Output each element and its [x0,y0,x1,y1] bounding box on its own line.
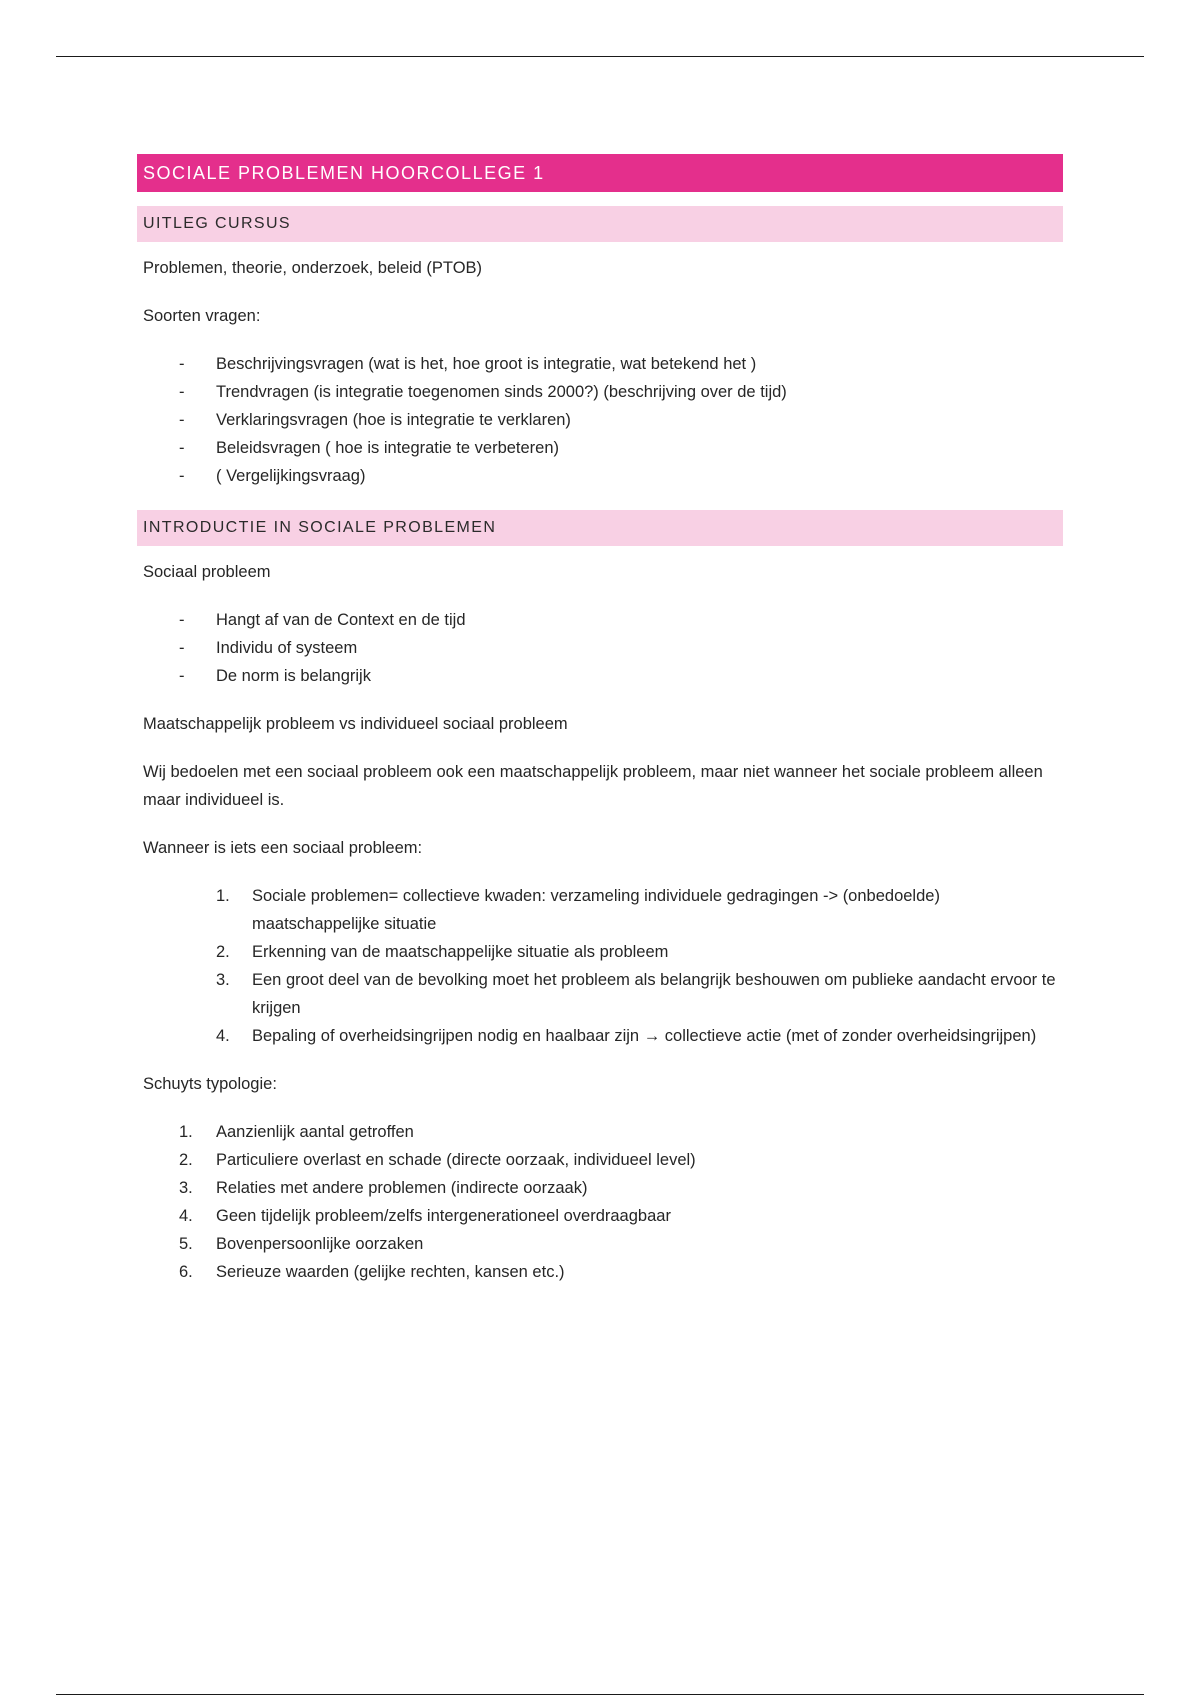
paragraph-ptob: Problemen, theorie, onderzoek, beleid (PTOB) [143,259,483,277]
list-item: 3. Relaties met andere problemen (indirecte oorzaak) [137,1174,1063,1202]
number-marker: 1. [179,1123,193,1141]
number-marker: 3. [179,1179,193,1197]
list-item: - Trendvragen (is integratie toegenomen sinds 2000?) (beschrijving over de tijd) [137,378,1063,406]
section-heading-uitleg-cursus: UITLEG CURSUS [137,206,1063,242]
list-item: 4. Geen tijdelijk probleem/zelfs intergenerationeel overdraagbaar [137,1202,1063,1230]
section-heading-introductie: INTRODUCTIE IN SOCIALE PROBLEMEN [137,510,1063,546]
dash-marker: - [179,611,185,629]
list-wanneer-sociaal-probleem [137,882,1063,1050]
number-marker: 4. [179,1207,193,1225]
list-item: - Beleidsvragen ( hoe is integratie te verbeteren) [137,434,1063,462]
list-item: 3. Een groot deel van de bevolking moet het probleem als belangrijk beshouwen om publieke aandacht ervoor te krijgen [137,966,1063,1022]
number-marker: 2. [179,1151,193,1169]
list-item: 6. Serieuze waarden (gelijke rechten, kansen etc.) [137,1258,1063,1286]
list-item: 4. Bepaling of overheidsingrijpen nodig en haalbaar zijn → collectieve actie (met of zonder overheidsingrijpen) [137,1022,1063,1050]
paragraph-sociaal-probleem: Sociaal probleem [143,563,271,581]
list-schuyts-typologie [137,1118,1063,1286]
number-marker: 2. [216,943,230,961]
dash-marker: - [179,383,185,401]
list-item: 1. Aanzienlijk aantal getroffen [137,1118,1063,1146]
dash-marker: - [179,411,185,429]
list-item: - Beschrijvingsvragen (wat is het, hoe groot is integratie, wat betekend het ) [137,350,1063,378]
list-item: - Verklaringsvragen (hoe is integratie te verklaren) [137,406,1063,434]
number-marker: 5. [179,1235,193,1253]
document-title: SOCIALE PROBLEMEN HOORCOLLEGE 1 [137,154,1063,192]
list-item: - De norm is belangrijk [137,662,1063,690]
dash-marker: - [179,639,185,657]
paragraph-definitie: Wij bedoelen met een sociaal probleem ook een maatschappelijk probleem, maar niet wanneer het sociale probleem alleen maar individueel is. [143,763,1043,809]
list-sociaal-probleem [137,606,1063,690]
paragraph-schuyts-typologie: Schuyts typologie: [143,1075,277,1093]
number-marker: 4. [216,1027,230,1045]
number-marker: 6. [179,1263,193,1281]
list-item: - Hangt af van de Context en de tijd [137,606,1063,634]
list-item: 2. Particuliere overlast en schade (directe oorzaak, individueel level) [137,1146,1063,1174]
paragraph-wanneer: Wanneer is iets een sociaal probleem: [143,839,423,857]
dash-marker: - [179,467,185,485]
list-item: - ( Vergelijkingsvraag) [137,462,1063,490]
document-body [137,154,1063,1286]
dash-marker: - [179,439,185,457]
list-item: 5. Bovenpersoonlijke oorzaken [137,1230,1063,1258]
footer-rule [56,1694,1144,1695]
header-rule [56,56,1144,57]
dash-marker: - [179,667,185,685]
list-soorten-vragen [137,350,1063,490]
paragraph-soorten-vragen: Soorten vragen: [143,307,261,325]
list-item: 2. Erkenning van de maatschappelijke situatie als probleem [137,938,1063,966]
number-marker: 3. [216,971,230,989]
list-item: - Individu of systeem [137,634,1063,662]
list-item: 1. Sociale problemen= collectieve kwaden: verzameling individuele gedragingen -> (onbedoelde) maatschappelijke situatie [137,882,1063,938]
dash-marker: - [179,355,185,373]
number-marker: 1. [216,887,230,905]
paragraph-maatschappelijk-vs-individueel: Maatschappelijk probleem vs individueel sociaal probleem [143,715,568,733]
